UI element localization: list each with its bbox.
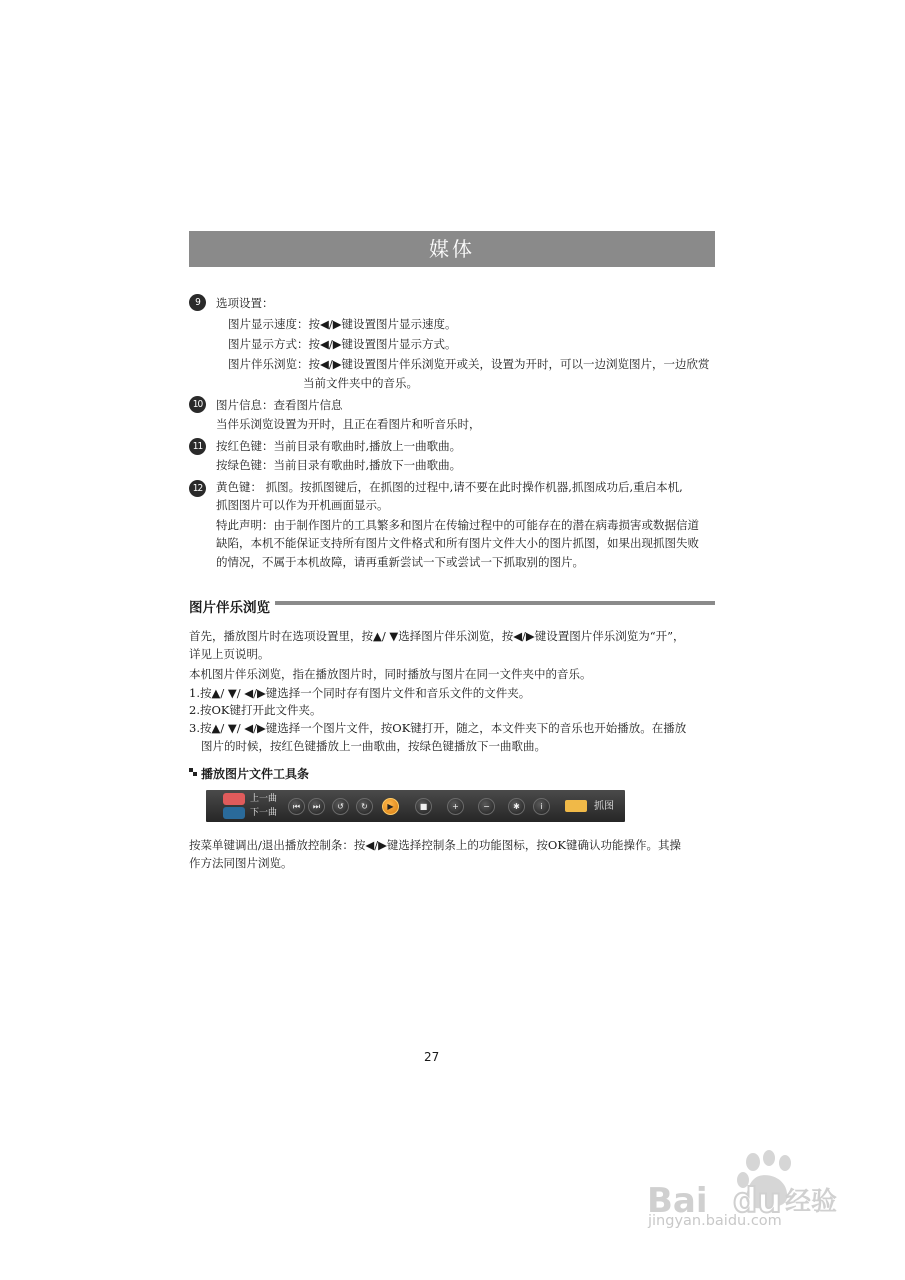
section-para-1: 首先，播放图片时在选项设置里，按▲/ ▼选择图片伴乐浏览，按◀/▶键设置图片伴乐浏览为“开”， [189,629,685,643]
photo-music-line-2: 当前文件夹中的音乐。 [303,376,418,390]
red-key-line: 按红色键：当前目录有歌曲时,播放上一曲歌曲。 [216,439,462,453]
disclaimer-line-3: 的情况，不属于本机故障，请再重新尝试一下或尝试一下抓取别的图片。 [216,555,584,569]
chapter-header: 媒体 [189,231,715,267]
green-key-line: 按绿色键：当前目录有歌曲时,播放下一曲歌曲。 [216,458,462,472]
photo-music-line: 图片伴乐浏览：按◀/▶键设置图片伴乐浏览开或关，设置为开时，可以一边浏览图片，一边欣赏 [228,357,710,371]
prev-track-icon[interactable]: ⏮ [288,798,305,815]
play-icon[interactable]: ▶ [382,798,399,815]
photo-mode-line: 图片显示方式：按◀/▶键设置图片显示方式。 [228,337,457,351]
item-number-9: 9 [189,294,206,311]
options-heading: 选项设置： [216,296,274,310]
photo-info-line: 图片信息：查看图片信息 [216,398,343,412]
item-number-10: 10 [189,396,206,413]
next-track-icon[interactable]: ⏭ [308,798,325,815]
section-title-rule [275,601,715,605]
yellow-key-swatch [565,800,587,812]
yellow-key-line: 黄色键： 抓图。按抓图键后，在抓图的过程中,请不要在此时操作机器,抓图成功后,重启本机, [216,480,683,494]
settings-icon[interactable]: ✱ [508,798,525,815]
disclaimer-line-1: 特此声明：由于制作图片的工具繁多和图片在传输过程中的可能存在的潜在病毒损害或数据信道 [216,518,699,532]
zoom-in-icon[interactable]: + [447,798,464,815]
photo-info-note: 当伴乐浏览设置为开时，且正在看图片和听音乐时， [216,417,481,431]
toolbar-subtitle: 播放图片文件工具条 [201,767,310,781]
menu-instruction: 按菜单键调出/退出播放控制条：按◀/▶键选择控制条上的功能图标，按OK键确认功能操作。其操 [189,838,681,852]
next-track-label: 下一曲 [250,808,278,818]
red-key-swatch [223,793,245,805]
item-number-12: 12 [189,480,206,497]
rotate-right-icon[interactable]: ↻ [356,798,373,815]
yellow-key-line-2: 抓图图片可以作为开机画面显示。 [216,498,389,512]
svg-text:Bai: Bai [647,1181,708,1221]
info-icon[interactable]: i [533,798,550,815]
section-para-1b: 详见上页说明。 [189,647,270,661]
section-title: 图片伴乐浏览 [189,600,270,616]
blue-key-swatch [223,807,245,819]
step-1: 1.按▲/ ▼/ ◀/▶键选择一个同时存有图片文件和音乐文件的文件夹。 [189,686,531,700]
step-3b: 图片的时候，按红色键播放上一曲歌曲，按绿色键播放下一曲歌曲。 [201,739,546,753]
zoom-out-icon[interactable]: − [478,798,495,815]
svg-text:du: du [733,1181,782,1221]
playback-toolbar [206,790,625,822]
prev-track-label: 上一曲 [250,794,278,804]
checker-bullet-icon [189,768,197,776]
step-3: 3.按▲/ ▼/ ◀/▶键选择一个图片文件，按OK键打开，随之，本文件夹下的音乐也开始播放。在播放 [189,721,687,735]
item-number-11: 11 [189,438,206,455]
baidu-watermark-logo [643,1150,863,1260]
disclaimer-line-2: 缺陷，本机不能保证支持所有图片文件格式和所有图片文件大小的图片抓图，如果出现抓图失败 [216,536,699,550]
step-2: 2.按OK键打开此文件夹。 [189,703,322,717]
capture-label: 抓图 [594,801,614,812]
stop-icon[interactable]: ■ [415,798,432,815]
menu-instruction-2: 作方法同图片浏览。 [189,856,293,870]
rotate-left-icon[interactable]: ↺ [332,798,349,815]
section-para-2: 本机图片伴乐浏览，指在播放图片时，同时播放与图片在同一文件夹中的音乐。 [189,667,592,681]
watermark-url: jingyan.baidu.com [648,1213,782,1229]
photo-speed-line: 图片显示速度：按◀/▶键设置图片显示速度。 [228,317,457,331]
page-number: 27 [424,1050,440,1064]
svg-text:经验: 经验 [785,1187,838,1217]
